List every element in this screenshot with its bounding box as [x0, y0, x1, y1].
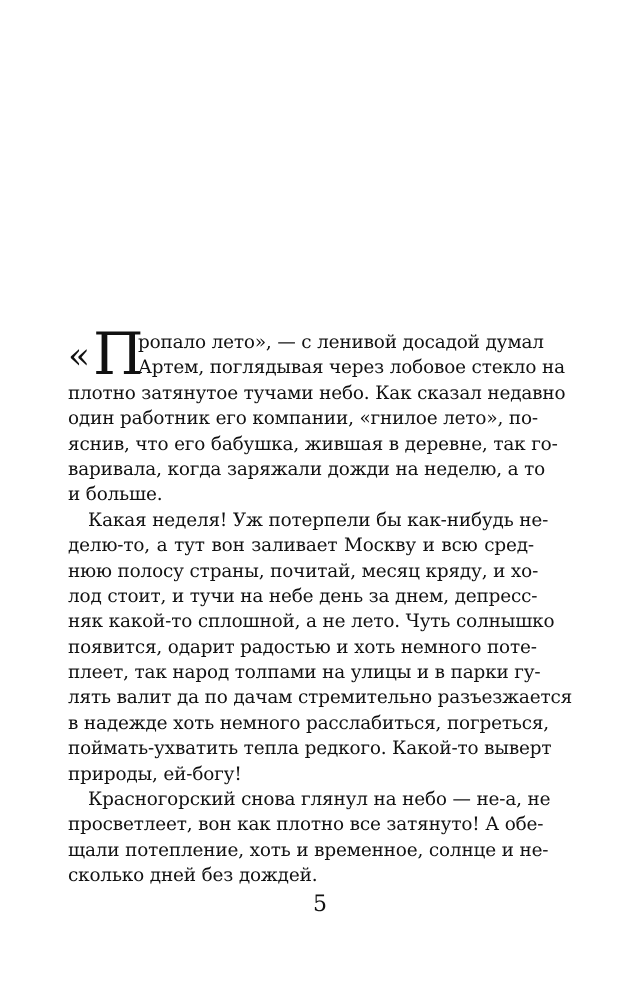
text-line: Красногорский снова глянул на небо — не-а, не — [88, 789, 551, 811]
text-line: ропало лето», — с ленивой досадой думал — [138, 332, 544, 353]
text-line: в надежде хоть немного расслабиться, погреться, — [68, 712, 550, 734]
text-line: поймать-ухватить тепла редкого. Какой-то выверт — [68, 738, 552, 760]
text-line: плеет, так народ толпами на улицы и в парки гу- — [68, 662, 541, 684]
text-line: варивала, когда заряжали дожди на неделю, а то — [68, 458, 546, 480]
text-line: лод стоит, и тучи на небе день за днем, депресс- — [68, 585, 538, 607]
text-line: няк какой-то сплошной, а не лето. Чуть солнышко — [68, 611, 555, 633]
text-line: и больше. — [68, 484, 163, 506]
text-line: лять валит да по дачам стремительно разъезжается — [68, 687, 573, 709]
text-line: нюю полосу страны, почитай, месяц кряду, и хо- — [68, 560, 539, 582]
text-line: яснив, что его бабушка, жившая в деревне, так го- — [68, 433, 558, 455]
text-line: один работник его компании, «гнилое лето», по- — [68, 408, 538, 430]
page-number: 5 — [313, 892, 327, 917]
text-line: появится, одарит радостью и хоть немного поте- — [68, 636, 537, 658]
text-line: просветлеет, вон как плотно все затянуто! А обе- — [68, 814, 544, 836]
text-line: природы, ей-богу! — [68, 763, 242, 785]
text-line: Какая неделя! Уж потерпели бы как-нибудь не- — [88, 509, 549, 531]
text-line: плотно затянутое тучами небо. Как сказал недавно — [68, 382, 566, 404]
text-line: сколько дней без дождей. — [68, 865, 318, 887]
body-text — [68, 330, 573, 889]
text-line: Артем, поглядывая через лобовое стекло на — [138, 357, 565, 379]
drop-cap-letter: П — [93, 320, 142, 388]
text-line: щали потепление, хоть и временное, солнце и не- — [68, 839, 549, 861]
text-line: делю-то, а тут вон заливает Москву и всю сред- — [68, 535, 534, 557]
opening-quote-mark: « — [68, 336, 91, 377]
